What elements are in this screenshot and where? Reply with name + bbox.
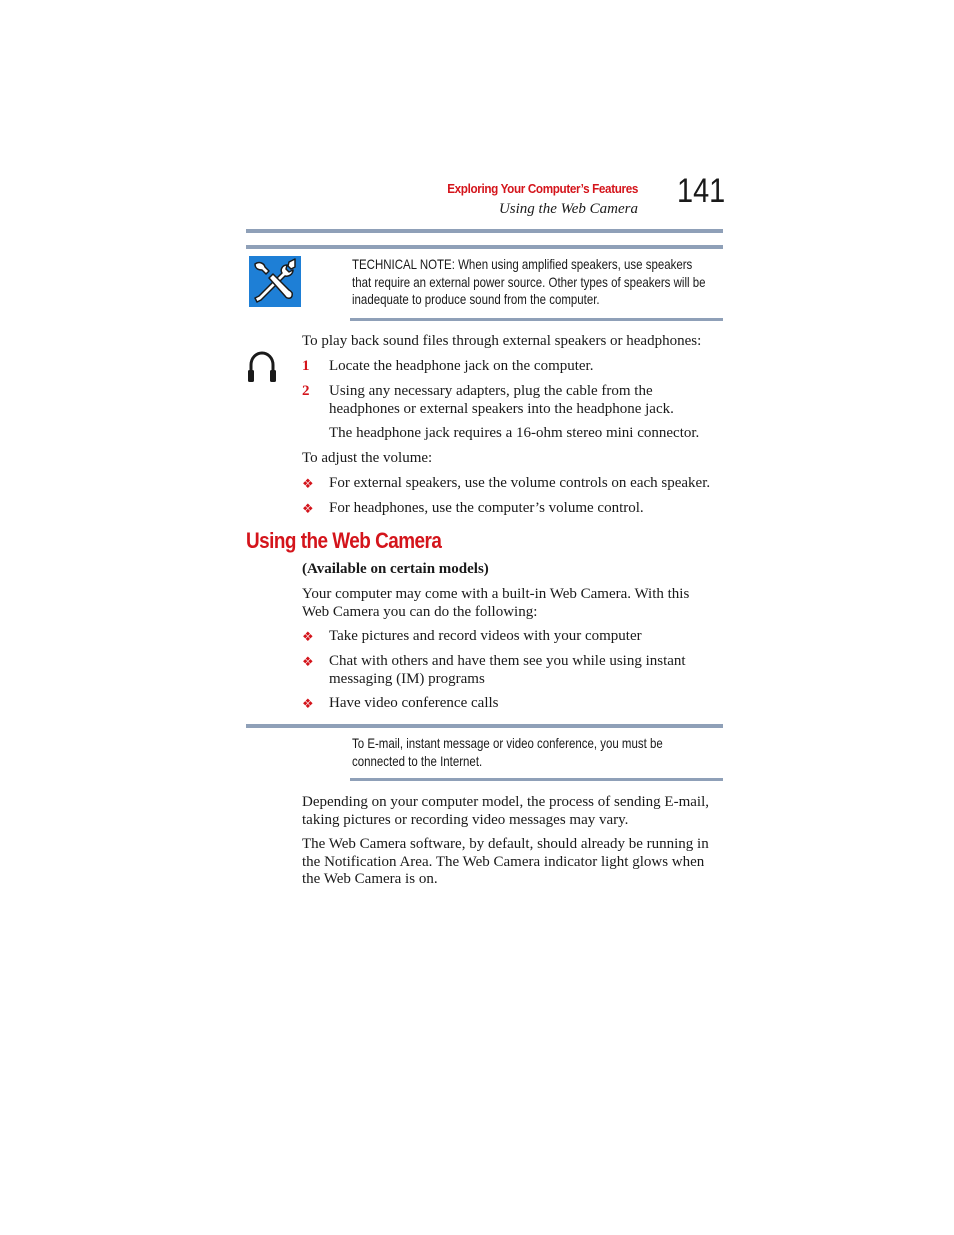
- page-number: 141: [677, 172, 726, 210]
- note-top-rule: [246, 724, 723, 728]
- running-header-section: Using the Web Camera: [498, 201, 638, 217]
- header-rule: [246, 229, 723, 233]
- bullet-icon: ❖: [302, 476, 314, 491]
- paragraph-line: taking pictures or recording video messages may vary.: [302, 811, 629, 828]
- step-note: The headphone jack requires a 16-ohm stereo mini connector.: [329, 425, 700, 441]
- step-text: [329, 383, 674, 418]
- technical-note-line: TECHNICAL NOTE: When using amplified speakers, use speakers: [352, 256, 693, 272]
- webcam-intro: [302, 586, 689, 621]
- bullet-icon: ❖: [302, 501, 314, 516]
- technical-note-line: that require an external power source. Other types of speakers will be: [352, 273, 706, 290]
- internet-note-line: To E-mail, instant message or video conference, you must be: [352, 735, 663, 751]
- step-number: 2: [302, 383, 310, 399]
- webcam-paragraph: [302, 836, 709, 889]
- paragraph-line: The Web Camera software, by default, should already be running in: [302, 836, 709, 852]
- step-text-line: headphones or external speakers into the headphone jack.: [329, 400, 674, 417]
- bullet-text: [329, 653, 686, 688]
- note-bottom-rule: [350, 778, 723, 781]
- bullet-text-line: messaging (IM) programs: [329, 670, 485, 687]
- volume-intro: To adjust the volume:: [302, 450, 433, 466]
- bullet-text-line: Chat with others and have them see you while using instant: [329, 653, 686, 669]
- step-number: 1: [302, 358, 310, 374]
- bullet-text: Take pictures and record videos with your computer: [329, 628, 642, 644]
- bullet-text: For external speakers, use the volume controls on each speaker.: [329, 475, 711, 491]
- bullet-text: Have video conference calls: [329, 695, 499, 711]
- section-heading: Using the Web Camera: [246, 528, 442, 553]
- technical-note-line: inadequate to produce sound from the computer.: [352, 291, 600, 307]
- wrench-icon: [249, 256, 301, 307]
- step-text-line: Using any necessary adapters, plug the cable from the: [329, 383, 653, 399]
- internet-note: [352, 735, 721, 770]
- step-text: Locate the headphone jack on the computer.: [329, 358, 594, 374]
- headphones-icon: [247, 350, 277, 384]
- bullet-icon: ❖: [302, 654, 314, 669]
- bullet-icon: ❖: [302, 629, 314, 644]
- note-bottom-rule: [350, 318, 723, 321]
- webcam-intro-line: Web Camera you can do the following:: [302, 603, 538, 620]
- technical-note: [352, 256, 721, 309]
- running-header-chapter: Exploring Your Computer’s Features: [447, 181, 638, 196]
- webcam-paragraph: [302, 794, 709, 829]
- internet-note-line: connected to the Internet.: [352, 752, 483, 769]
- note-top-rule: [246, 245, 723, 249]
- playback-intro: To play back sound files through external speakers or headphones:: [302, 333, 702, 349]
- availability-note: (Available on certain models): [302, 561, 489, 577]
- paragraph-line: the Notification Area. The Web Camera indicator light glows when: [302, 853, 705, 870]
- webcam-intro-line: Your computer may come with a built-in Web Camera. With this: [302, 586, 690, 602]
- paragraph-line: Depending on your computer model, the process of sending E-mail,: [302, 794, 709, 810]
- paragraph-line: the Web Camera is on.: [302, 871, 438, 887]
- bullet-text: For headphones, use the computer’s volume control.: [329, 500, 644, 516]
- bullet-icon: ❖: [302, 696, 314, 711]
